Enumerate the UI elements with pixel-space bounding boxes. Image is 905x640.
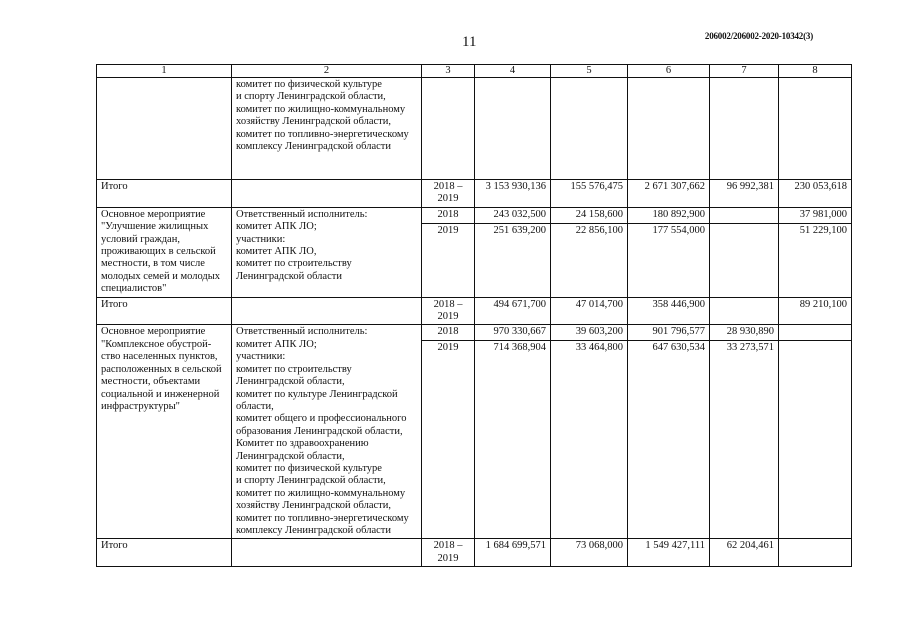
total-row xyxy=(97,539,852,567)
value-cell: 3 153 930,136 xyxy=(475,180,551,208)
document-code: 206002/206002-2020-10342(3) xyxy=(704,31,813,41)
table-row xyxy=(97,207,852,223)
table-cell xyxy=(475,78,551,180)
year-cell: 2018 – 2019 xyxy=(422,539,475,567)
value-cell: 33 273,571 xyxy=(710,341,779,539)
value-cell: 62 204,461 xyxy=(710,539,779,567)
value-cell: 155 576,475 xyxy=(551,180,628,208)
value-cell: 714 368,904 xyxy=(475,341,551,539)
row-label: Итого xyxy=(97,539,232,567)
value-cell xyxy=(779,539,852,567)
value-cell xyxy=(710,297,779,325)
column-header: 2 xyxy=(232,65,422,78)
total-row xyxy=(97,180,852,208)
table-cell xyxy=(710,78,779,180)
value-cell: 494 671,700 xyxy=(475,297,551,325)
value-cell: 1 684 699,571 xyxy=(475,539,551,567)
activity-title-cell: Основное мероприятие "Комплексное обустрой- ство населенных пунктов, расположенных в сельской местности, объектами социальной и инженерной инфраструктуры" xyxy=(97,325,232,539)
table-cell xyxy=(232,297,422,325)
value-cell: 37 981,000 xyxy=(779,207,852,223)
year-cell: 2019 xyxy=(422,223,475,297)
column-header: 6 xyxy=(628,65,710,78)
value-cell xyxy=(710,223,779,297)
column-header: 5 xyxy=(551,65,628,78)
table-row xyxy=(97,78,852,180)
value-cell: 39 603,200 xyxy=(551,325,628,341)
value-cell xyxy=(779,341,852,539)
value-cell: 33 464,800 xyxy=(551,341,628,539)
value-cell: 89 210,100 xyxy=(779,297,852,325)
activity-title-cell: Основное мероприятие "Улучшение жилищных условий граждан, проживающих в сельской местности, в том числе молодых семей и молодых специалистов" xyxy=(97,207,232,297)
value-cell: 180 892,900 xyxy=(628,207,710,223)
value-cell: 28 930,890 xyxy=(710,325,779,341)
value-cell: 73 068,000 xyxy=(551,539,628,567)
total-row xyxy=(97,297,852,325)
header-row xyxy=(97,65,852,78)
value-cell: 2 671 307,662 xyxy=(628,180,710,208)
program-funding-table xyxy=(96,64,852,567)
column-header: 4 xyxy=(475,65,551,78)
participants-cell: комитет по физической культуре и спорту Ленинградской области, комитет по жилищно-коммунальному хозяйству Ленинградской области, комитет по топливно-энергетическому комплексу Ленинградской области xyxy=(232,78,422,180)
table-cell xyxy=(779,78,852,180)
value-cell xyxy=(779,325,852,341)
column-header: 3 xyxy=(422,65,475,78)
year-cell: 2018 – 2019 xyxy=(422,297,475,325)
value-cell: 970 330,667 xyxy=(475,325,551,341)
table-cell xyxy=(232,539,422,567)
row-label: Итого xyxy=(97,180,232,208)
column-header: 8 xyxy=(779,65,852,78)
value-cell xyxy=(710,207,779,223)
value-cell: 24 158,600 xyxy=(551,207,628,223)
page-number: 11 xyxy=(462,34,477,50)
value-cell: 358 446,900 xyxy=(628,297,710,325)
value-cell: 243 032,500 xyxy=(475,207,551,223)
year-cell: 2018 xyxy=(422,325,475,341)
value-cell: 51 229,100 xyxy=(779,223,852,297)
row-label: Итого xyxy=(97,297,232,325)
year-cell: 2019 xyxy=(422,341,475,539)
value-cell: 251 639,200 xyxy=(475,223,551,297)
table-cell xyxy=(97,78,232,180)
table-row xyxy=(97,325,852,341)
year-cell: 2018 – 2019 xyxy=(422,180,475,208)
participants-cell: Ответственный исполнитель: комитет АПК ЛО; участники: комитет по строительству Ленинградской области, комитет по культуре Ленинградской области, комитет общего и профессионального образования Ленинградской области, Комитет по здравоохранению Ленинградской области, комитет по физической культуре и спорту Ленинградской области, комитет по жилищно-коммунальному хозяйству Ленинградской области, комитет по топливно-энергетическому комплексу Ленинградской области xyxy=(232,325,422,539)
value-cell: 22 856,100 xyxy=(551,223,628,297)
participants-cell: Ответственный исполнитель: комитет АПК ЛО; участники: комитет АПК ЛО, комитет по строительству Ленинградской области xyxy=(232,207,422,297)
value-cell: 47 014,700 xyxy=(551,297,628,325)
column-header: 7 xyxy=(710,65,779,78)
value-cell: 96 992,381 xyxy=(710,180,779,208)
table-cell xyxy=(232,180,422,208)
table-cell xyxy=(422,78,475,180)
value-cell: 230 053,618 xyxy=(779,180,852,208)
table-cell xyxy=(628,78,710,180)
value-cell: 647 630,534 xyxy=(628,341,710,539)
value-cell: 1 549 427,111 xyxy=(628,539,710,567)
value-cell: 901 796,577 xyxy=(628,325,710,341)
year-cell: 2018 xyxy=(422,207,475,223)
table-cell xyxy=(551,78,628,180)
value-cell: 177 554,000 xyxy=(628,223,710,297)
column-header: 1 xyxy=(97,65,232,78)
